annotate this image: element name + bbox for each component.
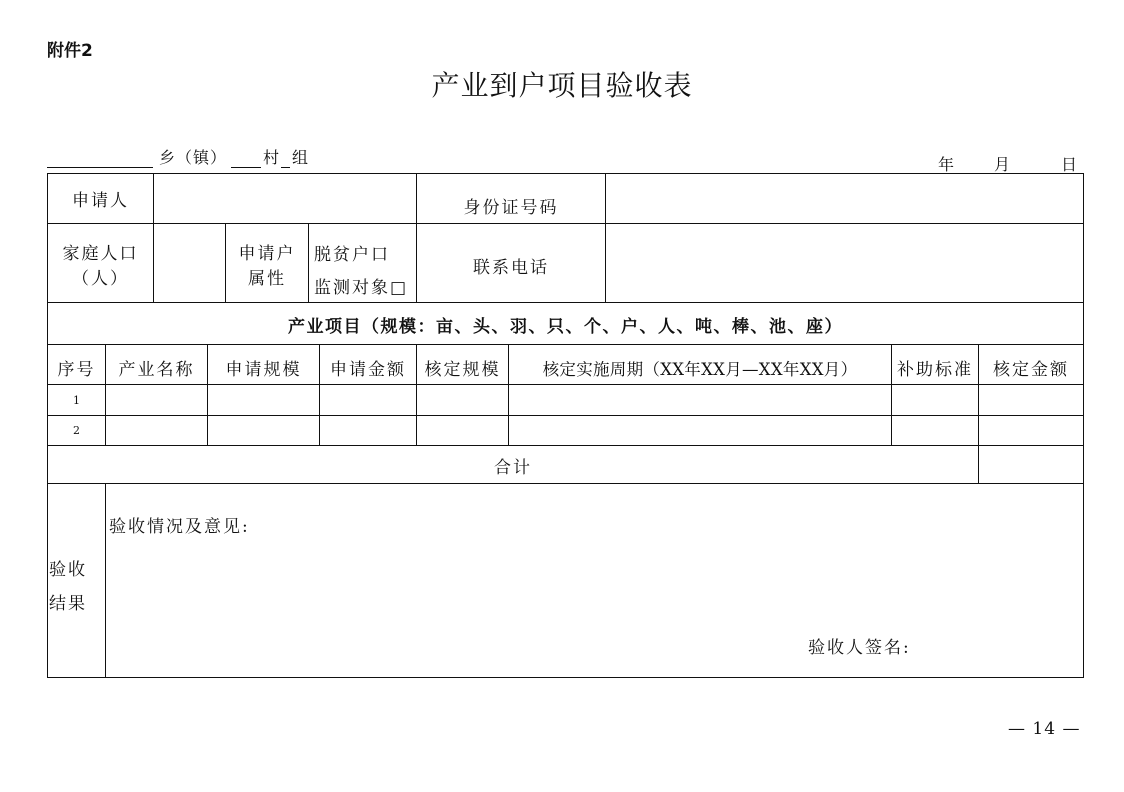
table-cell [105,384,208,416]
column-header-applied-scale [207,344,320,385]
township-label: 乡（镇） [159,148,228,167]
table-cell [978,415,1084,446]
column-header-label: 产业名称 [118,360,195,380]
column-header-approved-amount [978,344,1084,385]
household-attribute-label-line1: 申请户 [238,244,296,264]
table-cell [207,415,320,446]
household-size-label-cell [47,223,154,303]
applicant-label: 申请人 [72,191,129,211]
household-size-value-cell [153,223,226,303]
table-cell [891,384,979,416]
table-cell [105,415,208,446]
column-header-label: 核定实施周期（XX年XX月—XX年XX月） [542,359,858,379]
acceptance-label-cell [47,483,106,678]
table-cell [319,415,417,446]
household-attribute-label-line2: 属性 [248,269,286,289]
column-header-applied-amount [319,344,417,385]
phone-label: 联系电话 [473,257,549,278]
phone-label-cell [416,223,606,303]
attachment-label: 附件2 [47,41,93,61]
column-header-approved-scale [416,344,509,385]
form-title: 产业到户项目验收表 [431,69,693,102]
group-blank [281,149,290,168]
village-label: 村 [263,148,281,167]
acceptance-opinion-label: 验收情况及意见: [109,517,250,537]
row-index: 2 [73,424,80,437]
column-header-subsidy-standard [891,344,979,385]
table-cell [416,384,509,416]
location-line [47,146,309,168]
column-header-label: 序号 [57,360,96,380]
column-header-implementation-period [508,344,892,385]
option-poverty-household: 脱贫户口 [314,245,390,265]
applicant-label-cell [47,173,154,224]
page-number: — 14 — [1008,719,1081,739]
id-number-label-cell [416,173,606,224]
table-cell [207,384,320,416]
column-header-label: 申请规模 [225,360,302,380]
household-attribute-label-cell [225,223,309,303]
column-header-label: 核定金额 [993,360,1069,380]
household-size-label-line2: （人） [72,269,129,289]
township-blank [47,149,153,168]
date-day-label: 日 [1061,155,1078,174]
column-header-label: 补助标准 [897,360,973,380]
table-row-index [47,384,106,416]
total-label-cell [47,445,979,484]
table-cell [416,415,509,446]
column-header-label: 申请金额 [330,360,406,380]
phone-value-cell [605,223,1084,303]
date-month-label: 月 [994,155,1011,174]
household-size-label-line1: 家庭人口 [62,244,139,264]
household-attribute-options-cell [308,223,417,303]
row-index: 1 [73,393,80,407]
acceptance-label-line1: 验收 [49,559,87,580]
total-label: 合计 [494,458,532,478]
table-cell [978,384,1084,416]
group-label: 组 [292,148,310,167]
acceptance-content-cell [105,483,1084,678]
acceptance-signer-label: 验收人签名: [808,638,911,658]
id-number-label: 身份证号码 [463,198,559,218]
column-header-industry-name [105,344,208,385]
table-cell [508,384,892,416]
id-number-value-cell [605,173,1084,224]
column-header-label: 核定规模 [424,360,501,380]
table-row-index [47,415,106,446]
column-header-index [47,344,106,385]
projects-section-title: 产业项目（规模：亩、头、羽、只、个、户、人、吨、棒、池、座） [288,317,843,337]
table-cell [319,384,417,416]
acceptance-label-line2: 结果 [49,593,87,614]
date-year-label: 年 [938,155,955,174]
option-monitoring-target: 监测对象□ [314,278,409,298]
projects-section-title-cell [47,302,1084,345]
village-blank [231,149,261,168]
total-value-cell [978,445,1084,484]
table-cell [508,415,892,446]
applicant-value-cell [153,173,417,224]
table-cell [891,415,979,446]
